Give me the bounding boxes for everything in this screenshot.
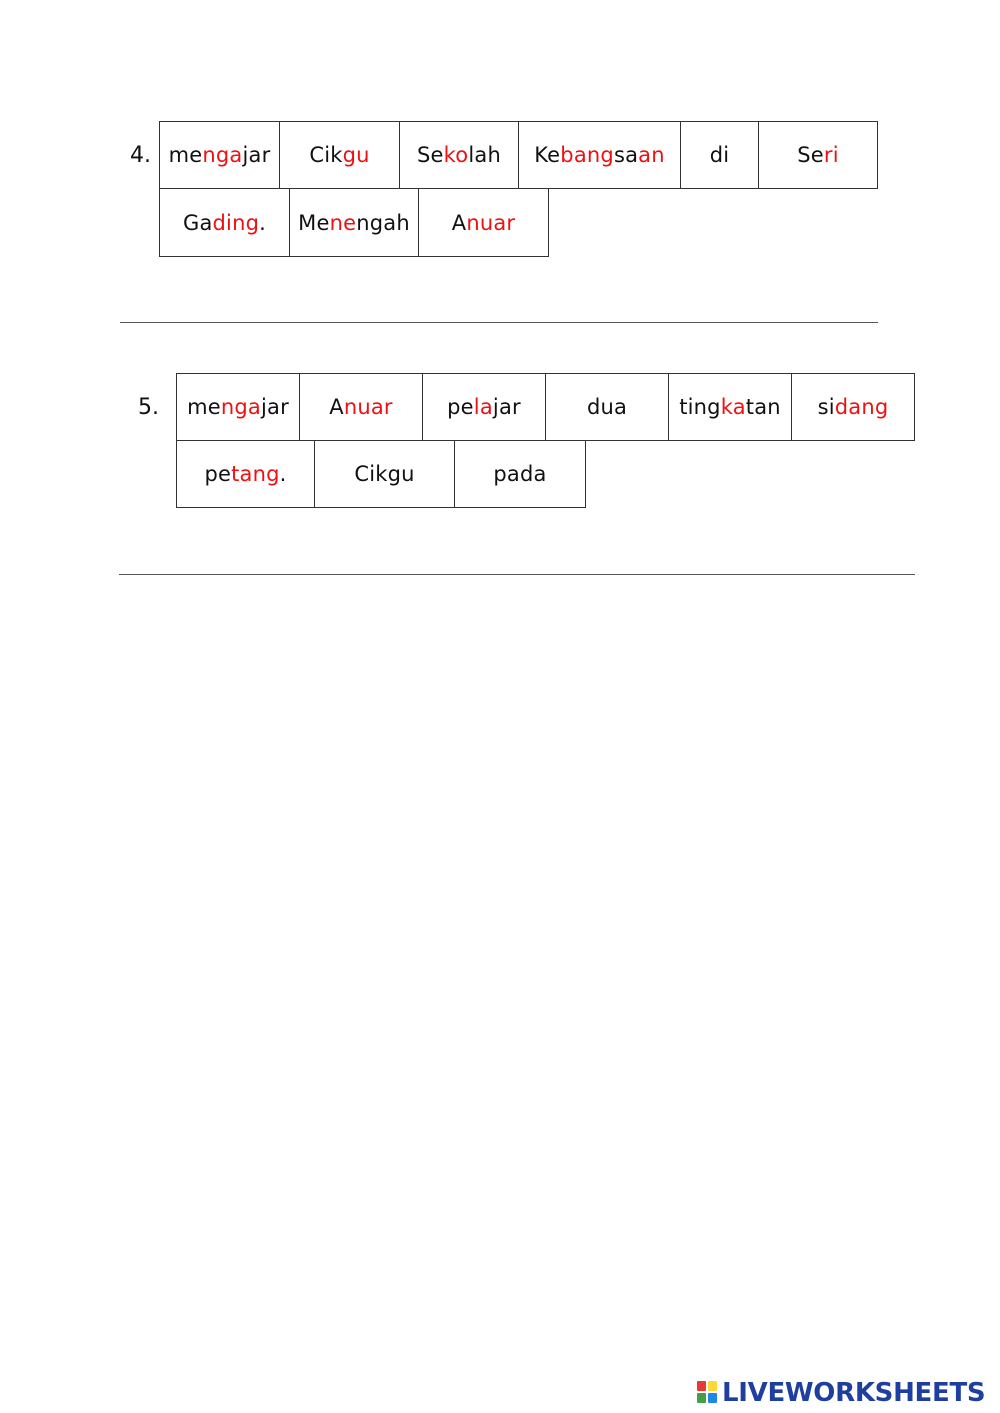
syllable: ka <box>720 395 746 419</box>
syllable: tan <box>745 395 781 419</box>
word-tile[interactable] <box>418 188 549 257</box>
question-number: 5. <box>138 395 159 420</box>
syllable: jar <box>242 143 271 167</box>
word-tile[interactable] <box>279 121 400 189</box>
syllable: lah <box>468 143 501 167</box>
liveworksheets-logo <box>697 1378 985 1408</box>
word-tile[interactable] <box>545 373 669 441</box>
syllable: pada <box>493 462 547 486</box>
syllable: Me <box>298 210 330 235</box>
syllable: Ke <box>534 143 561 167</box>
word-tile[interactable] <box>314 440 455 508</box>
word-tile[interactable] <box>454 440 586 508</box>
syllable: bang <box>560 143 614 167</box>
word-tile[interactable] <box>159 121 280 189</box>
word-tile[interactable] <box>791 373 915 441</box>
word-tile[interactable] <box>422 373 546 441</box>
word-tile[interactable] <box>176 373 300 441</box>
syllable: ne <box>329 210 357 235</box>
syllable: ting <box>679 395 721 419</box>
syllable: Ga <box>182 210 213 235</box>
word-tile[interactable] <box>668 373 792 441</box>
word-tile[interactable] <box>680 121 759 189</box>
syllable: nga <box>202 143 243 167</box>
syllable: si <box>817 395 835 419</box>
syllable: ngah <box>356 210 410 235</box>
syllable: sa <box>613 143 639 167</box>
syllable: nga <box>220 395 261 419</box>
syllable: me <box>168 143 203 167</box>
syllable: Cik <box>309 143 343 167</box>
syllable: jar <box>260 395 289 419</box>
syllable: di <box>709 143 730 167</box>
word-tile[interactable] <box>518 121 681 189</box>
syllable: tang <box>231 462 280 486</box>
answer-line[interactable] <box>120 322 878 323</box>
syllable: nuar <box>343 395 393 419</box>
word-tile[interactable] <box>159 188 290 257</box>
syllable: nuar <box>466 210 516 235</box>
syllable: dang <box>834 395 889 419</box>
syllable: pe <box>204 462 232 486</box>
syllable: Se <box>797 143 824 167</box>
liveworksheets-logo-icon <box>697 1381 719 1405</box>
syllable: an <box>638 143 665 167</box>
syllable: ri <box>823 143 839 167</box>
syllable: . <box>259 210 267 235</box>
syllable: ko <box>443 143 469 167</box>
syllable: dua <box>586 395 628 419</box>
word-tile[interactable] <box>758 121 878 189</box>
word-tile[interactable] <box>399 121 519 189</box>
syllable: jar <box>492 395 521 419</box>
syllable: A <box>451 210 467 235</box>
syllable: . <box>279 462 287 486</box>
syllable: pe <box>447 395 474 419</box>
word-tile[interactable] <box>289 188 419 257</box>
brand-name: LIVEWORKSHEETS <box>722 1378 986 1408</box>
syllable: la <box>473 395 493 419</box>
question-number: 4. <box>130 143 151 168</box>
word-tile[interactable] <box>176 440 315 508</box>
syllable: Se <box>417 143 444 167</box>
syllable: ding <box>212 210 260 235</box>
syllable: gu <box>342 143 370 167</box>
word-tile[interactable] <box>299 373 423 441</box>
answer-line[interactable] <box>119 574 915 575</box>
syllable: me <box>187 395 221 419</box>
syllable: Cikgu <box>354 462 415 486</box>
syllable: A <box>329 395 344 419</box>
